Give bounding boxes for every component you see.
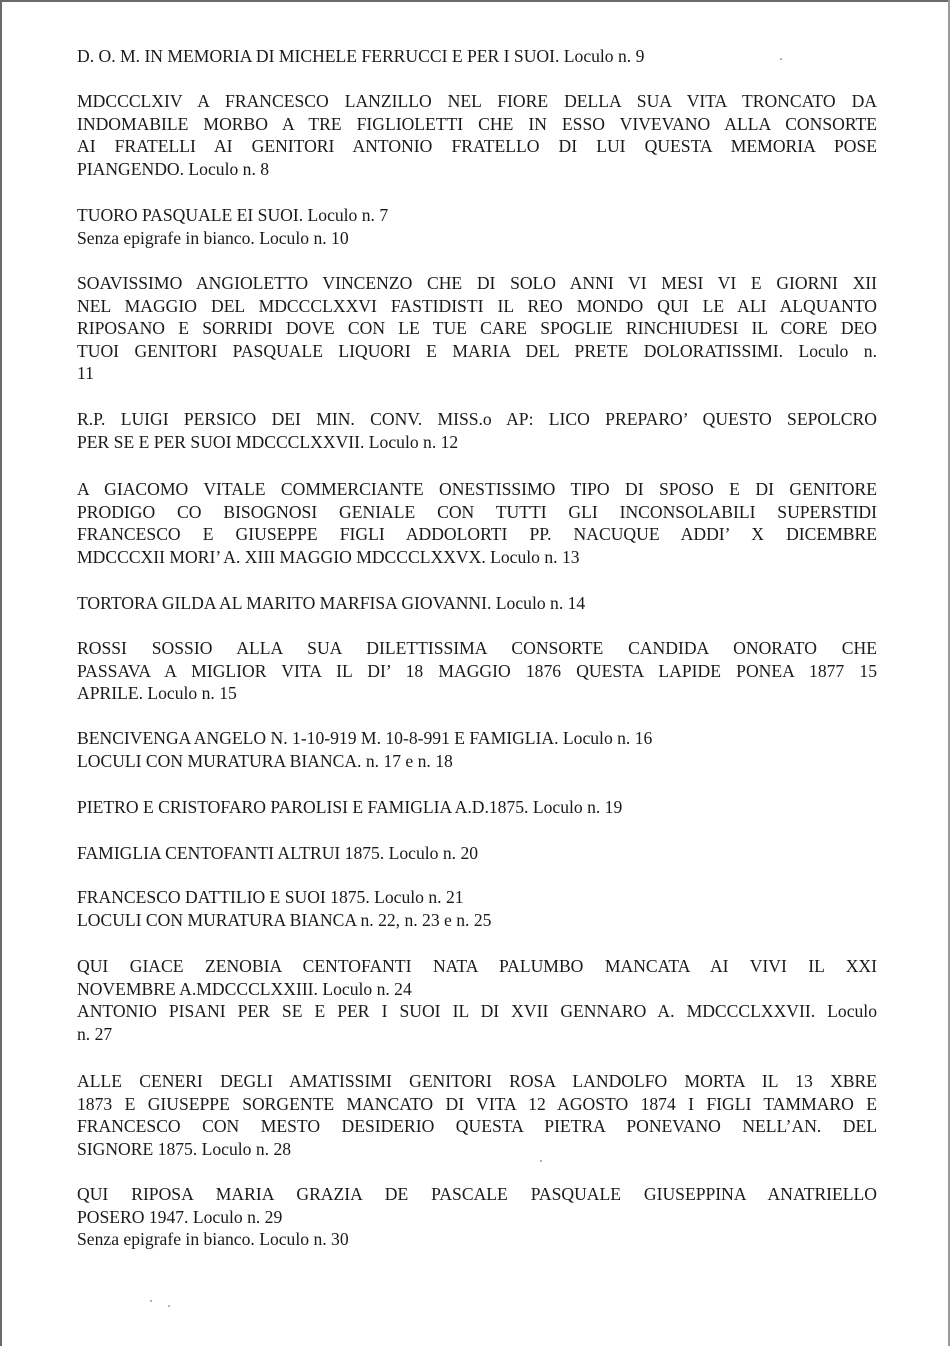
text-line: FAMIGLIA CENTOFANTI ALTRUI 1875. Loculo n. 20 [77, 843, 479, 863]
text-line: ANTONIO PISANI PER SE E PER I SUOI IL DI XVII GENNARO A. MDCCCLXXVII. Loculo [77, 1001, 877, 1022]
text-line: QUI GIACE ZENOBIA CENTOFANTI NATA PALUMBO MANCATA AI VIVI IL XXI [77, 956, 877, 976]
text-line: APRILE. Loculo n. 15 [77, 683, 237, 704]
text-line: 1873 E GIUSEPPE SORGENTE MANCATO DI VITA 12 AGOSTO 1874 I FIGLI TAMMARO E [77, 1093, 877, 1114]
text-line: TUOI GENITORI PASQUALE LIQUORI E MARIA DEL PRETE DOLORATISSIMI. Loculo n. [77, 340, 877, 361]
text-line: BENCIVENGA ANGELO N. 1-10-919 M. 10-8-991 E FAMIGLIA. Loculo n. 16 [77, 728, 653, 748]
epigraph-entry [77, 727, 877, 772]
text-line: A GIACOMO VITALE COMMERCIANTE ONESTISSIMO TIPO DI SPOSO E DI GENITORE [77, 479, 877, 499]
text-line: PIANGENDO. Loculo n. 8 [77, 158, 270, 179]
epigraph-entry [77, 90, 877, 180]
text-line: AI FRATELLI AI GENITORI ANTONIO FRATELLO DI LUI QUESTA MEMORIA POSE [77, 136, 877, 157]
text-line: SOAVISSIMO ANGIOLETTO VINCENZO CHE DI SOLO ANNI VI MESI VI E GIORNI XII [77, 273, 877, 293]
epigraph-entry [77, 886, 877, 931]
text-line: LOCULI CON MURATURA BIANCA n. 22, n. 23 e n. 25 [77, 909, 492, 930]
page-border-top [0, 0, 950, 2]
epigraph-entry [77, 45, 877, 68]
text-line: SIGNORE 1875. Loculo n. 28 [77, 1138, 292, 1159]
text-line: Senza epigrafe in bianco. Loculo n. 30 [77, 1229, 349, 1250]
epigraph-entry [77, 1183, 877, 1251]
page-border-left [0, 0, 2, 1346]
epigraph-entry [77, 1070, 877, 1160]
text-line: D. O. M. IN MEMORIA DI MICHELE FERRUCCI E PER I SUOI. Loculo n. 9 [77, 46, 645, 66]
epigraph-entry [77, 478, 877, 568]
text-line: 11 [77, 363, 94, 384]
text-line: NOVEMBRE A.MDCCCLXXIII. Loculo n. 24 [77, 978, 412, 999]
text-line: PER SE E PER SUOI MDCCCLXXVII. Loculo n. 12 [77, 431, 459, 452]
text-line: Senza epigrafe in bianco. Loculo n. 10 [77, 227, 349, 248]
scan-speck [168, 1305, 170, 1307]
text-line: POSERO 1947. Loculo n. 29 [77, 1206, 283, 1227]
epigraph-entry [77, 272, 877, 385]
text-line: FRANCESCO DATTILIO E SUOI 1875. Loculo n. 21 [77, 887, 464, 907]
text-line: ALLE CENERI DEGLI AMATISSIMI GENITORI ROSA LANDOLFO MORTA IL 13 XBRE [77, 1071, 877, 1091]
text-line: PASSAVA A MIGLIOR VITA IL DI’ 18 MAGGIO 1876 QUESTA LAPIDE PONEA 1877 15 [77, 660, 877, 681]
text-line: ROSSI SOSSIO ALLA SUA DILETTISSIMA CONSORTE CANDIDA ONORATO CHE [77, 638, 877, 658]
epigraph-entry [77, 796, 877, 819]
text-line: QUI RIPOSA MARIA GRAZIA DE PASCALE PASQUALE GIUSEPPINA ANATRIELLO [77, 1184, 877, 1204]
text-line: INDOMABILE MORBO A TRE FIGLIOLETTI CHE IN ESSO VIVEVANO ALLA CONSORTE [77, 113, 877, 134]
text-line: R.P. LUIGI PERSICO DEI MIN. CONV. MISS.o AP: LICO PREPARO’ QUESTO SEPOLCRO [77, 409, 877, 429]
text-line: RIPOSANO E SORRIDI DOVE CON LE TUE CARE SPOGLIE RINCHIUDESI IL CORE DEO [77, 318, 877, 339]
scan-speck [540, 1160, 542, 1162]
text-line: MDCCCLXIV A FRANCESCO LANZILLO NEL FIORE DELLA SUA VITA TRONCATO DA [77, 91, 877, 111]
scan-speck [150, 1300, 152, 1302]
text-line: TORTORA GILDA AL MARITO MARFISA GIOVANNI. Loculo n. 14 [77, 593, 586, 613]
text-line: NEL MAGGIO DEL MDCCCLXXVI FASTIDISTI IL REO MONDO QUI LE ALI ALQUANTO [77, 295, 877, 316]
epigraph-entry [77, 204, 877, 249]
text-line: PRODIGO CO BISOGNOSI GENIALE CON TUTTI GLI INCONSOLABILI SUPERSTIDI [77, 501, 877, 522]
text-line: LOCULI CON MURATURA BIANCA. n. 17 e n. 18 [77, 750, 453, 771]
scan-speck [780, 58, 782, 60]
text-line: MDCCCXII MORI’ A. XIII MAGGIO MDCCCLXXVX. Loculo n. 13 [77, 546, 580, 567]
epigraph-entry [77, 842, 877, 865]
text-line: n. 27 [77, 1023, 113, 1044]
epigraph-entry [77, 408, 877, 453]
text-line: FRANCESCO E GIUSEPPE FIGLI ADDOLORTI PP. NACUQUE ADDI’ X DICEMBRE [77, 524, 877, 545]
text-line: FRANCESCO CON MESTO DESIDERIO QUESTA PIETRA PONEVANO NELL’AN. DEL [77, 1116, 877, 1137]
text-line: TUORO PASQUALE EI SUOI. Loculo n. 7 [77, 205, 389, 225]
text-line: PIETRO E CRISTOFARO PAROLISI E FAMIGLIA A.D.1875. Loculo n. 19 [77, 797, 623, 817]
epigraph-entry [77, 955, 877, 1045]
epigraph-entry [77, 637, 877, 705]
epigraph-entry [77, 592, 877, 615]
